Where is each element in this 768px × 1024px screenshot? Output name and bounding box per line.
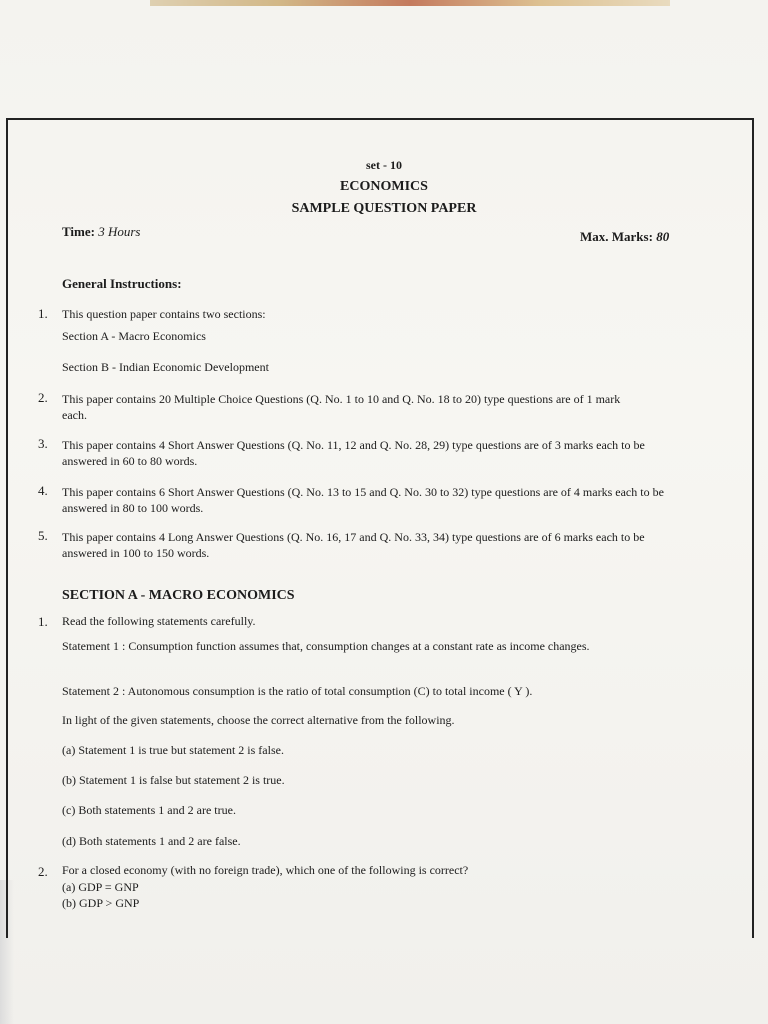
marks-line xyxy=(580,229,669,245)
instruction-text: This paper contains 4 Short Answer Questions (Q. No. 11, 12 and Q. No. 28, 29) type questions are of 3 marks each to be answered in 60 to 80 words. xyxy=(62,438,645,468)
section-a-label: Section A - Macro Economics xyxy=(62,329,206,343)
question-stem: For a closed economy (with no foreign trade), which one of the following is correct? xyxy=(62,863,469,877)
statement-2: Statement 2 : Autonomous consumption is the ratio of total consumption (C) to total income ( Y ). xyxy=(62,684,533,698)
time-line xyxy=(62,224,141,240)
time-label: Time: xyxy=(62,224,95,239)
instruction-number: 4. xyxy=(38,483,48,498)
question-prompt: In light of the given statements, choose the correct alternative from the following. xyxy=(62,713,455,727)
instruction-number: 3. xyxy=(38,436,48,451)
question-number: 2. xyxy=(38,864,48,879)
section-heading: SECTION A - MACRO ECONOMICS xyxy=(62,588,295,603)
question-stem: Read the following statements carefully. xyxy=(62,614,256,628)
instruction-number: 1. xyxy=(38,306,48,321)
section-b-label: Section B - Indian Economic Development xyxy=(62,360,269,374)
option-d: (d) Both statements 1 and 2 are false. xyxy=(62,834,241,848)
option-a: (a) GDP = GNP xyxy=(62,880,139,894)
option-b: (b) GDP > GNP xyxy=(62,896,140,910)
photo-edge-strip xyxy=(150,0,670,6)
question-number: 1. xyxy=(38,614,48,629)
marks-label: Max. Marks: xyxy=(580,229,653,244)
set-number: set - 10 xyxy=(366,158,402,172)
subject-title: ECONOMICS xyxy=(340,179,428,194)
marks-value: 80 xyxy=(656,229,670,244)
statement-1: Statement 1 : Consumption function assumes that, consumption changes at a constant rate as income changes. xyxy=(62,639,590,653)
option-b: (b) Statement 1 is false but statement 2 is true. xyxy=(62,773,285,787)
paper-title: SAMPLE QUESTION PAPER xyxy=(291,201,477,216)
instruction-text: This question paper contains two sections: xyxy=(62,307,266,321)
instructions-heading: General Instructions: xyxy=(62,276,182,291)
instruction-number: 5. xyxy=(38,528,48,543)
option-a: (a) Statement 1 is true but statement 2 is false. xyxy=(62,743,284,757)
option-c: (c) Both statements 1 and 2 are true. xyxy=(62,803,236,817)
instruction-text: This paper contains 6 Short Answer Questions (Q. No. 13 to 15 and Q. No. 30 to 32) type questions are of 4 marks each to be answered in 80 to 100 words. xyxy=(62,485,664,515)
instruction-number: 2. xyxy=(38,390,48,405)
instruction-text: This paper contains 20 Multiple Choice Questions (Q. No. 1 to 10 and Q. No. 18 to 20) type questions are of 1 mark each. xyxy=(62,392,621,422)
time-value: 3 Hours xyxy=(98,224,141,239)
instruction-text: This paper contains 4 Long Answer Questions (Q. No. 16, 17 and Q. No. 33, 34) type questions are of 6 marks each to be answered in 100 to 150 words. xyxy=(62,530,645,560)
